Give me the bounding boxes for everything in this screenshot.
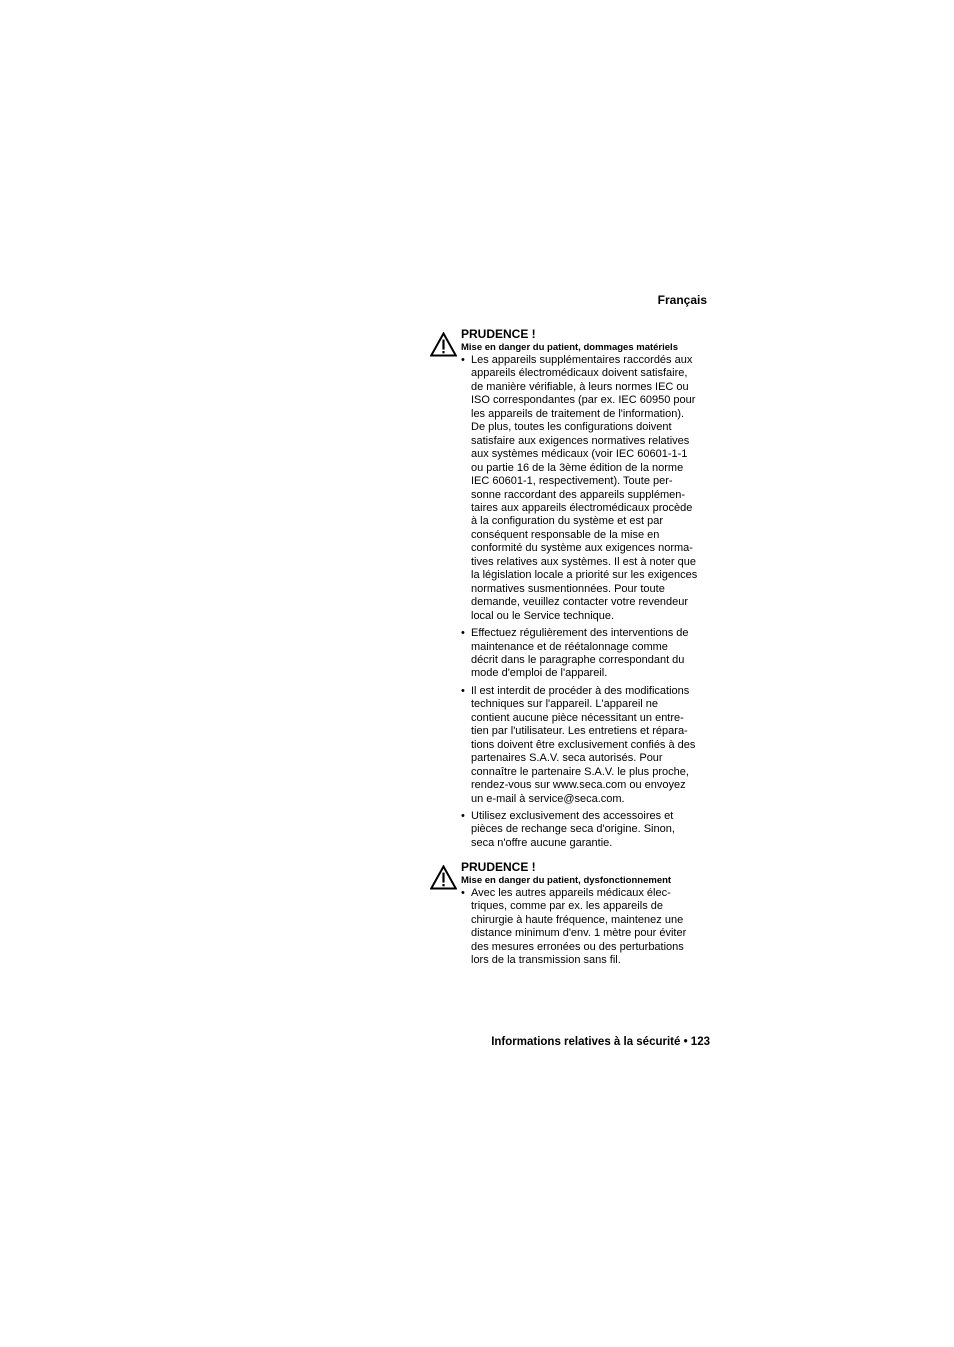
bullet-symbol: •: [461, 354, 465, 366]
bullet-item: [461, 627, 719, 681]
bullet-text-line: techniques sur l'appareil. L'appareil ne: [471, 698, 659, 711]
bullet-text-line: taires aux appareils électromédicaux procède: [471, 501, 693, 514]
bullet-text-line: un e-mail à service@seca.com.: [471, 792, 625, 805]
bullet-item: [461, 810, 719, 850]
bullet-text-line: tien par l'utilisateur. Les entretiens et répara-: [471, 725, 688, 738]
bullet-text: [471, 810, 719, 850]
warning-content: [461, 327, 719, 854]
bullet-text-line: Avec les autres appareils médicaux élec-: [471, 887, 671, 899]
bullet-text-line: tives relatives aux systèmes. Il est à noter que: [471, 555, 696, 568]
bullet-text: [471, 627, 719, 681]
bullet-symbol: •: [461, 809, 465, 822]
bullet-text-line: ou partie 16 de la 3ème édition de la norme: [471, 461, 684, 474]
page-language-header: Français: [657, 293, 707, 307]
bullet-text-line: IEC 60601-1, respectivement). Toute per-: [471, 475, 673, 488]
bullet-text-line: demande, veuillez contacter votre revendeur: [471, 596, 689, 609]
bullet-text-line: distance minimum d'env. 1 mètre pour éviter: [471, 927, 687, 940]
bullet-text-line: sonne raccordant des appareils supplémen-: [471, 488, 686, 501]
bullet-text-line: pièces de rechange seca d'origine. Sinon,: [471, 823, 675, 836]
bullet-text-line: contient aucune pièce nécessitant un entre-: [471, 711, 684, 724]
bullet-text-line: chirurgie à haute fréquence, maintenez une: [471, 913, 684, 926]
bullet-text-line: lors de la transmission sans fil.: [471, 954, 621, 967]
bullet-symbol: •: [461, 684, 465, 697]
bullet-text: [471, 354, 719, 623]
warning-bullet-list: [461, 354, 719, 850]
bullet-text-line: seca n'offre aucune garantie.: [471, 836, 613, 849]
bullet-text-line: les appareils de traitement de l'information).: [471, 407, 685, 420]
bullet-text-line: tions doivent être exclusivement confiés à des: [471, 738, 696, 751]
bullet-text-line: De plus, toutes les configurations doivent: [471, 421, 672, 434]
bullet-text-line: Effectuez régulièrement des interventions de: [471, 627, 689, 640]
bullet-text: [471, 685, 719, 806]
page-footer: Informations relatives à la sécurité • 123: [491, 1036, 710, 1048]
bullet-text-line: connaître le partenaire S.A.V. le plus proche,: [471, 765, 689, 778]
warning-title: PRUDENCE !: [461, 860, 536, 874]
bullet-text-line: mode d'emploi de l'appareil.: [471, 667, 608, 680]
warning-bullet-list: [461, 887, 719, 968]
bullet-text-line: aux systèmes médicaux (voir IEC 60601-1-1: [471, 448, 688, 461]
bullet-text-line: à la configuration du système et est par: [471, 515, 663, 528]
bullet-text-line: de manière vérifiable, à leurs normes IEC ou: [471, 380, 689, 393]
bullet-item: [461, 354, 719, 623]
bullet-text-line: la législation locale a priorité sur les exigences: [471, 569, 698, 582]
bullet-text-line: satisfaire aux exigences normatives relatives: [471, 434, 690, 447]
warning-subtitle: Mise en danger du patient, dommages matériels: [461, 342, 678, 353]
warning-triangle-icon: [430, 865, 457, 890]
bullet-text-line: conformité du système aux exigences norma-: [471, 542, 693, 555]
bullet-text-line: Il est interdit de procéder à des modifications: [471, 684, 690, 697]
bullet-text-line: des mesures erronées ou des perturbations: [471, 940, 684, 953]
bullet-text-line: conséquent responsable de la mise en: [471, 528, 660, 541]
bullet-text: [471, 887, 719, 968]
bullet-text-line: Les appareils supplémentaires raccordés aux: [471, 354, 693, 366]
bullet-item: [461, 887, 719, 968]
bullet-text-line: rendez-vous sur www.seca.com ou envoyez: [471, 779, 686, 792]
bullet-text-line: appareils électromédicaux doivent satisfaire,: [471, 367, 688, 380]
bullet-symbol: •: [461, 627, 465, 640]
bullet-symbol: •: [461, 887, 465, 899]
warning-triangle-icon: [430, 332, 457, 357]
warning-subtitle: Mise en danger du patient, dysfonctionnement: [461, 875, 672, 886]
bullet-text-line: partenaires S.A.V. seca autorisés. Pour: [471, 752, 663, 765]
bullet-text-line: Utilisez exclusivement des accessoires et: [471, 809, 674, 822]
bullet-item: [461, 685, 719, 806]
bullet-text-line: triques, comme par ex. les appareils de: [471, 900, 663, 913]
bullet-text-line: maintenance et de réétalonnage comme: [471, 640, 668, 653]
bullet-text-line: normatives susmentionnées. Pour toute: [471, 582, 665, 595]
bullet-text-line: local ou le Service technique.: [471, 609, 615, 622]
bullet-text-line: décrit dans le paragraphe correspondant du: [471, 653, 685, 666]
warning-content: [461, 860, 719, 972]
bullet-text-line: ISO correspondantes (par ex. IEC 60950 pour: [471, 394, 696, 407]
warning-title: PRUDENCE !: [461, 327, 536, 341]
